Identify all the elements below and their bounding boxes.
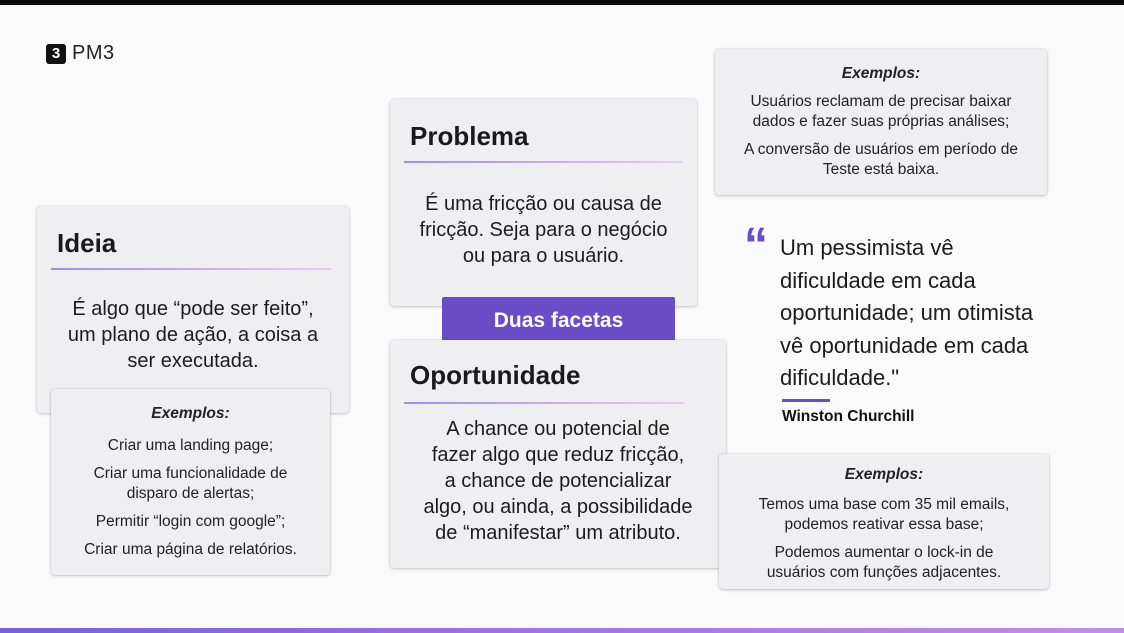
brand-logo [46, 42, 115, 65]
ideia-title: Ideia [57, 228, 117, 258]
ideia-description-line: um plano de ação, a coisa a [67, 324, 319, 346]
quote-line: oportunidade; um otimista [780, 300, 1034, 325]
ideia-card [37, 206, 349, 413]
ideia-example-item: Criar uma página de relatórios. [84, 541, 297, 558]
ideia-description-line: É algo que “pode ser feito”, [72, 298, 314, 320]
problema-description-line: fricção. Seja para o negócio [419, 219, 668, 241]
problema-title: Problema [410, 121, 529, 151]
duas-facetas-label: Duas facetas [442, 297, 675, 345]
ideia-divider [51, 268, 331, 270]
oportunidade-example-item: Podemos aumentar o lock-in de usuários com funções adjacentes. [766, 544, 1002, 581]
ideia-examples-card [51, 389, 330, 575]
quote-line: dificuldade em cada [780, 267, 976, 293]
brand-name: PM3 [72, 42, 115, 64]
oportunidade-description-line: fazer algo que reduz fricção, [431, 444, 685, 466]
ideia-examples-title: Exemplos: [151, 405, 230, 422]
problema-example-item: Usuários reclamam de precisar baixar dados e fazer suas próprias análises; [750, 93, 1012, 130]
top-bar [0, 0, 1124, 5]
problema-divider [404, 161, 682, 163]
oportunidade-examples-card [719, 454, 1049, 589]
ideia-example-item: Criar uma funcionalidade de disparo de alertas; [93, 465, 288, 502]
problema-examples-card [715, 49, 1047, 195]
oportunidade-divider [404, 402, 684, 404]
oportunidade-description-line: algo, ou ainda, a possibilidade [423, 496, 693, 518]
ideia-example-item: Criar uma landing page; [107, 437, 274, 454]
quote-line: Um pessimista vê [780, 235, 954, 260]
problema-card [390, 99, 697, 306]
oportunidade-description [390, 416, 726, 546]
quote-line: vê oportunidade em cada [780, 332, 1029, 358]
oportunidade-examples-title: Exemplos: [844, 466, 924, 483]
ideia-description [37, 296, 349, 374]
quote-icon: “ [744, 219, 768, 272]
problema-examples-title: Exemplos: [841, 65, 921, 82]
quote-author: Winston Churchill [782, 408, 915, 425]
churchill-quote [780, 232, 1080, 395]
oportunidade-description-line: de “manifestar” um atributo. [435, 522, 681, 544]
problema-description-line: É uma fricção ou causa de [425, 193, 662, 215]
problema-description [390, 191, 697, 269]
oportunidade-description-line: a chance de potencializar [444, 470, 672, 492]
problema-description-line: ou para o usuário. [462, 245, 625, 267]
pm3-logo-icon: 3 [46, 44, 66, 64]
oportunidade-title: Oportunidade [410, 360, 581, 390]
oportunidade-card [390, 340, 726, 568]
quote-divider [782, 399, 830, 402]
bottom-gradient-bar [0, 628, 1124, 633]
ideia-example-item: Permitir “login com google”; [95, 513, 286, 530]
oportunidade-description-line: A chance ou potencial de [446, 418, 670, 440]
problema-example-item: A conversão de usuários em período de Teste está baixa. [743, 141, 1018, 178]
quote-line: dificuldade." [780, 365, 900, 390]
ideia-description-line: ser executada. [127, 350, 259, 372]
oportunidade-example-item: Temos uma base com 35 mil emails, podemos reativar essa base; [758, 496, 1010, 533]
